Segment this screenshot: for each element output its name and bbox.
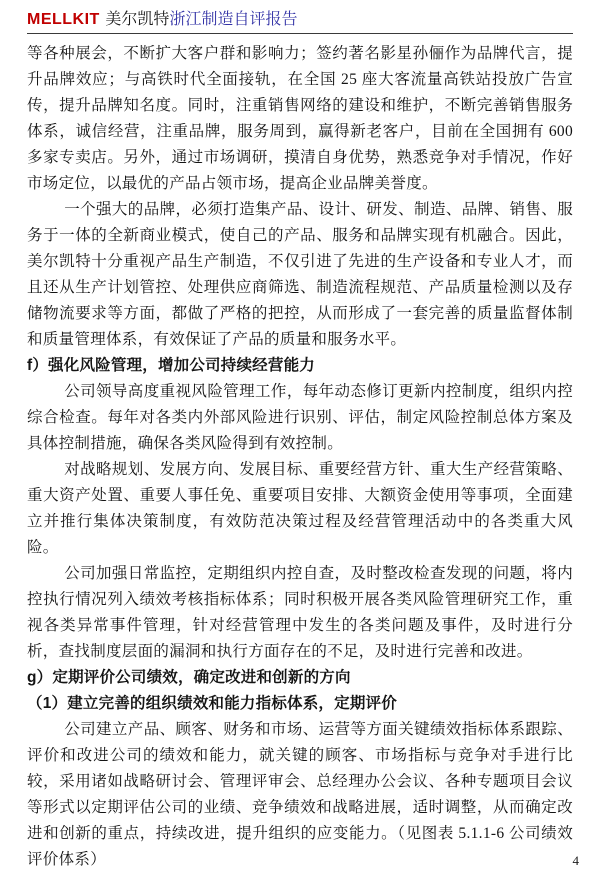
page-header (27, 9, 573, 31)
paragraph: 对战略规划、发展方向、发展目标、重要经营方针、重大生产经营策略、重大资产处置、重要人事任免、重要项目安排、大额资金使用等事项，全面建立并推行集体决策制度，有效防范决策过程及经营管理活动中的各类重大风险。 (27, 461, 573, 556)
paragraph: 公司领导高度重视风险管理工作，每年动态修订更新内控制度，组织内控综合检查。每年对各类内外部风险进行识别、评估，制定风险控制总体方案及具体控制措施，确保各类风险得到有效控制。 (27, 383, 573, 452)
paragraph: 等各种展会，不断扩大客户群和影响力；签约著名影星孙俪作为品牌代言，提升品牌效应；与高铁时代全面接轨，在全国 25 座大客流量高铁站投放广告宣传，提升品牌知名度。同时，注重销售网络的建设和维护，不断完善销售服务体系，诚信经营，注重品牌，服务周到，赢得新老客户，目前在全国拥有 600 多家专卖店。另外，通过市场调研，摸清自身优势，熟悉竞争对手情况，作好市场定位，以最优的产品占领市场，提高企业品牌美誉度。 (27, 45, 573, 192)
section-heading: （1）建立完善的组织绩效和能力指标体系，定期评价 (27, 695, 397, 712)
section-heading: g）定期评价公司绩效，确定改进和创新的方向 (27, 669, 351, 686)
document-body (27, 41, 573, 873)
paragraph: 公司建立产品、顾客、财务和市场、运营等方面关键绩效指标体系跟踪、评价和改进公司的绩效和能力，就关键的顾客、市场指标与竞争对手进行比较，采用诸如战略研讨会、管理评审会、总经理办公会议、各种专题项目会议等形式以定期评估公司的业绩、竞争绩效和战略进展，适时调整，从而确定改进和创新的重点，持续改进，提升组织的应变能力。（见图表 5.1.1-6 公司绩效评价体系） (27, 721, 573, 868)
section-heading: f）强化风险管理，增加公司持续经营能力 (27, 357, 315, 374)
paragraph: 一个强大的品牌，必须打造集产品、设计、研发、制造、品牌、销售、服务于一体的全新商业模式，使自己的产品、服务和品牌实现有机融合。因此，美尔凯特十分重视产品生产制造，不仅引进了先进的生产设备和专业人才，而且还从生产计划管控、处理供应商筛选、制造流程规范、产品质量检测以及存储物流要求等方面，都做了严格的把控，从而形成了一套完善的质量监督体制和质量管理体系，有效保证了产品的质量和服务水平。 (27, 201, 573, 348)
paragraph: 公司加强日常监控，定期组织内控自查，及时整改检查发现的问题，将内控执行情况列入绩效考核指标体系；同时积极开展各类风险管理研究工作，重视各类异常事件管理，针对经营管理中发生的各类问题及事件，及时进行分析，查找制度层面的漏洞和执行方面存在的不足，及时进行完善和改进。 (27, 565, 573, 660)
header-divider (27, 33, 573, 34)
page-number: 4 (572, 853, 579, 868)
brand-logo-text: MELLKIT (27, 11, 100, 28)
header-company-name: 美尔凯特 (105, 11, 170, 28)
header-report-title: 浙江制造自评报告 (169, 11, 298, 28)
